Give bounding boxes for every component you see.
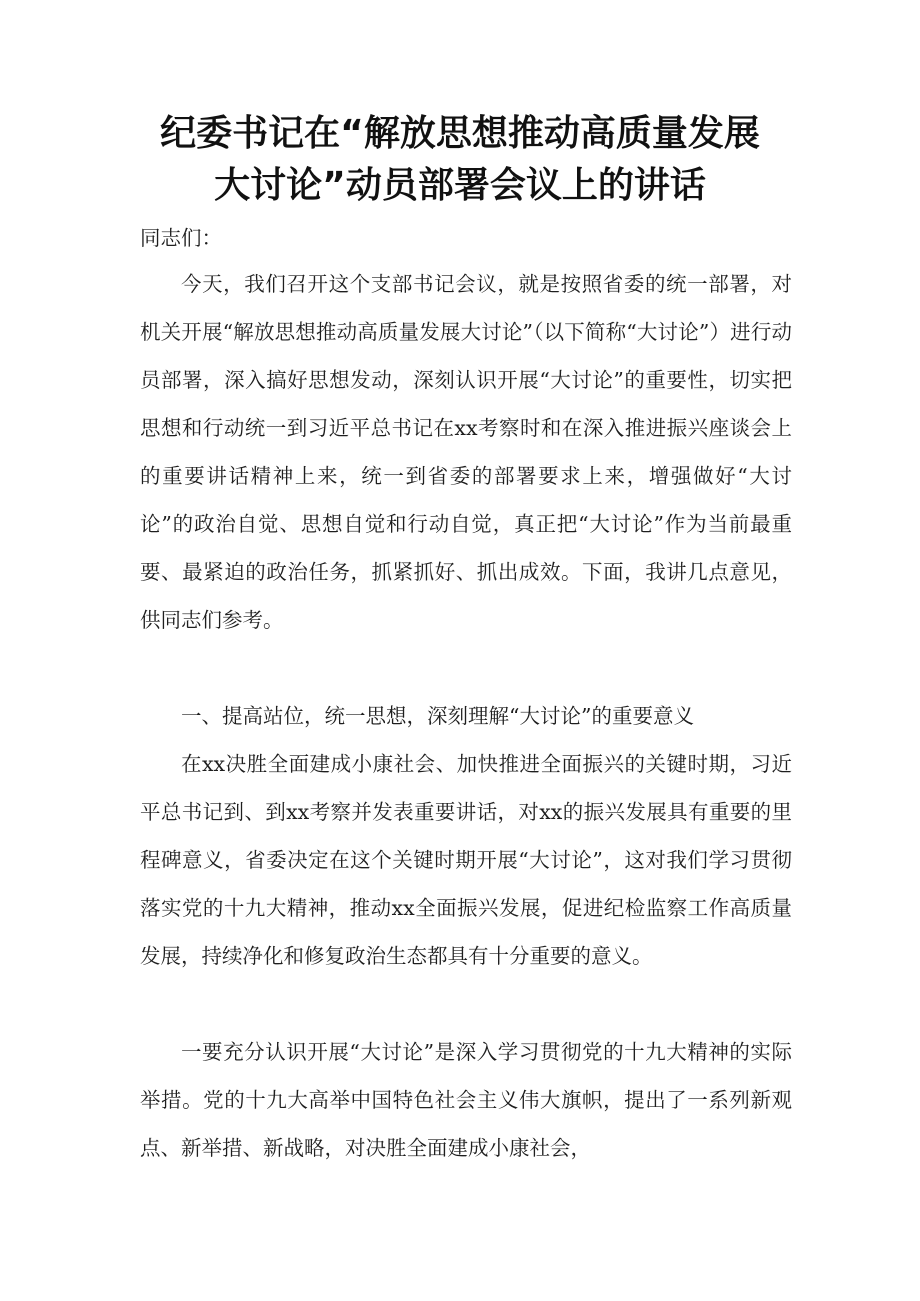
document-title-line-2: 大讨论”动员部署会议上的讲话	[214, 165, 706, 206]
section-heading-1: 一、提高站位，统一思想，深刻理解“大讨论”的重要意义	[181, 704, 694, 728]
document-title-line-1: 纪委书记在“解放思想推动高质量发展	[160, 113, 760, 154]
paragraph-point-one: 一要充分认识开展“大讨论”是深入学习贯彻党的十九大精神的实际举措。党的十九大高举中国特色社会主义伟大旗帜，提出了一系列新观点、新举措、新战略，对决胜全面建成小康社会，	[140, 1040, 792, 1160]
salutation: 同志们：	[140, 226, 222, 250]
paragraph-opening: 今天，我们召开这个支部书记会议，就是按照省委的统一部署，对机关开展“解放思想推动高质量发展大讨论”（以下简称“大讨论”）进行动员部署，深入搞好思想发动，深刻认识开展“大讨论”的重要性，切实把思想和行动统一到习近平总书记在xx考察时和在深入推进振兴座谈会上的重要讲话精神上来，统一到省委的部署要求上来，增强做好“大讨论”的政治自觉、思想自觉和行动自觉，真正把“大讨论”作为当前最重要、最紧迫的政治任务，抓紧抓好、抓出成效。下面，我讲几点意见，供同志们参考。	[140, 272, 792, 632]
paragraph-context: 在xx决胜全面建成小康社会、加快推进全面振兴的关键时期，习近平总书记到、到xx考察并发表重要讲话，对xx的振兴发展具有重要的里程碑意义，省委决定在这个关键时期开展“大讨论”，这对我们学习贯彻落实党的十九大精神，推动xx全面振兴发展，促进纪检监察工作高质量发展，持续净化和修复政治生态都具有十分重要的意义。	[140, 752, 792, 968]
